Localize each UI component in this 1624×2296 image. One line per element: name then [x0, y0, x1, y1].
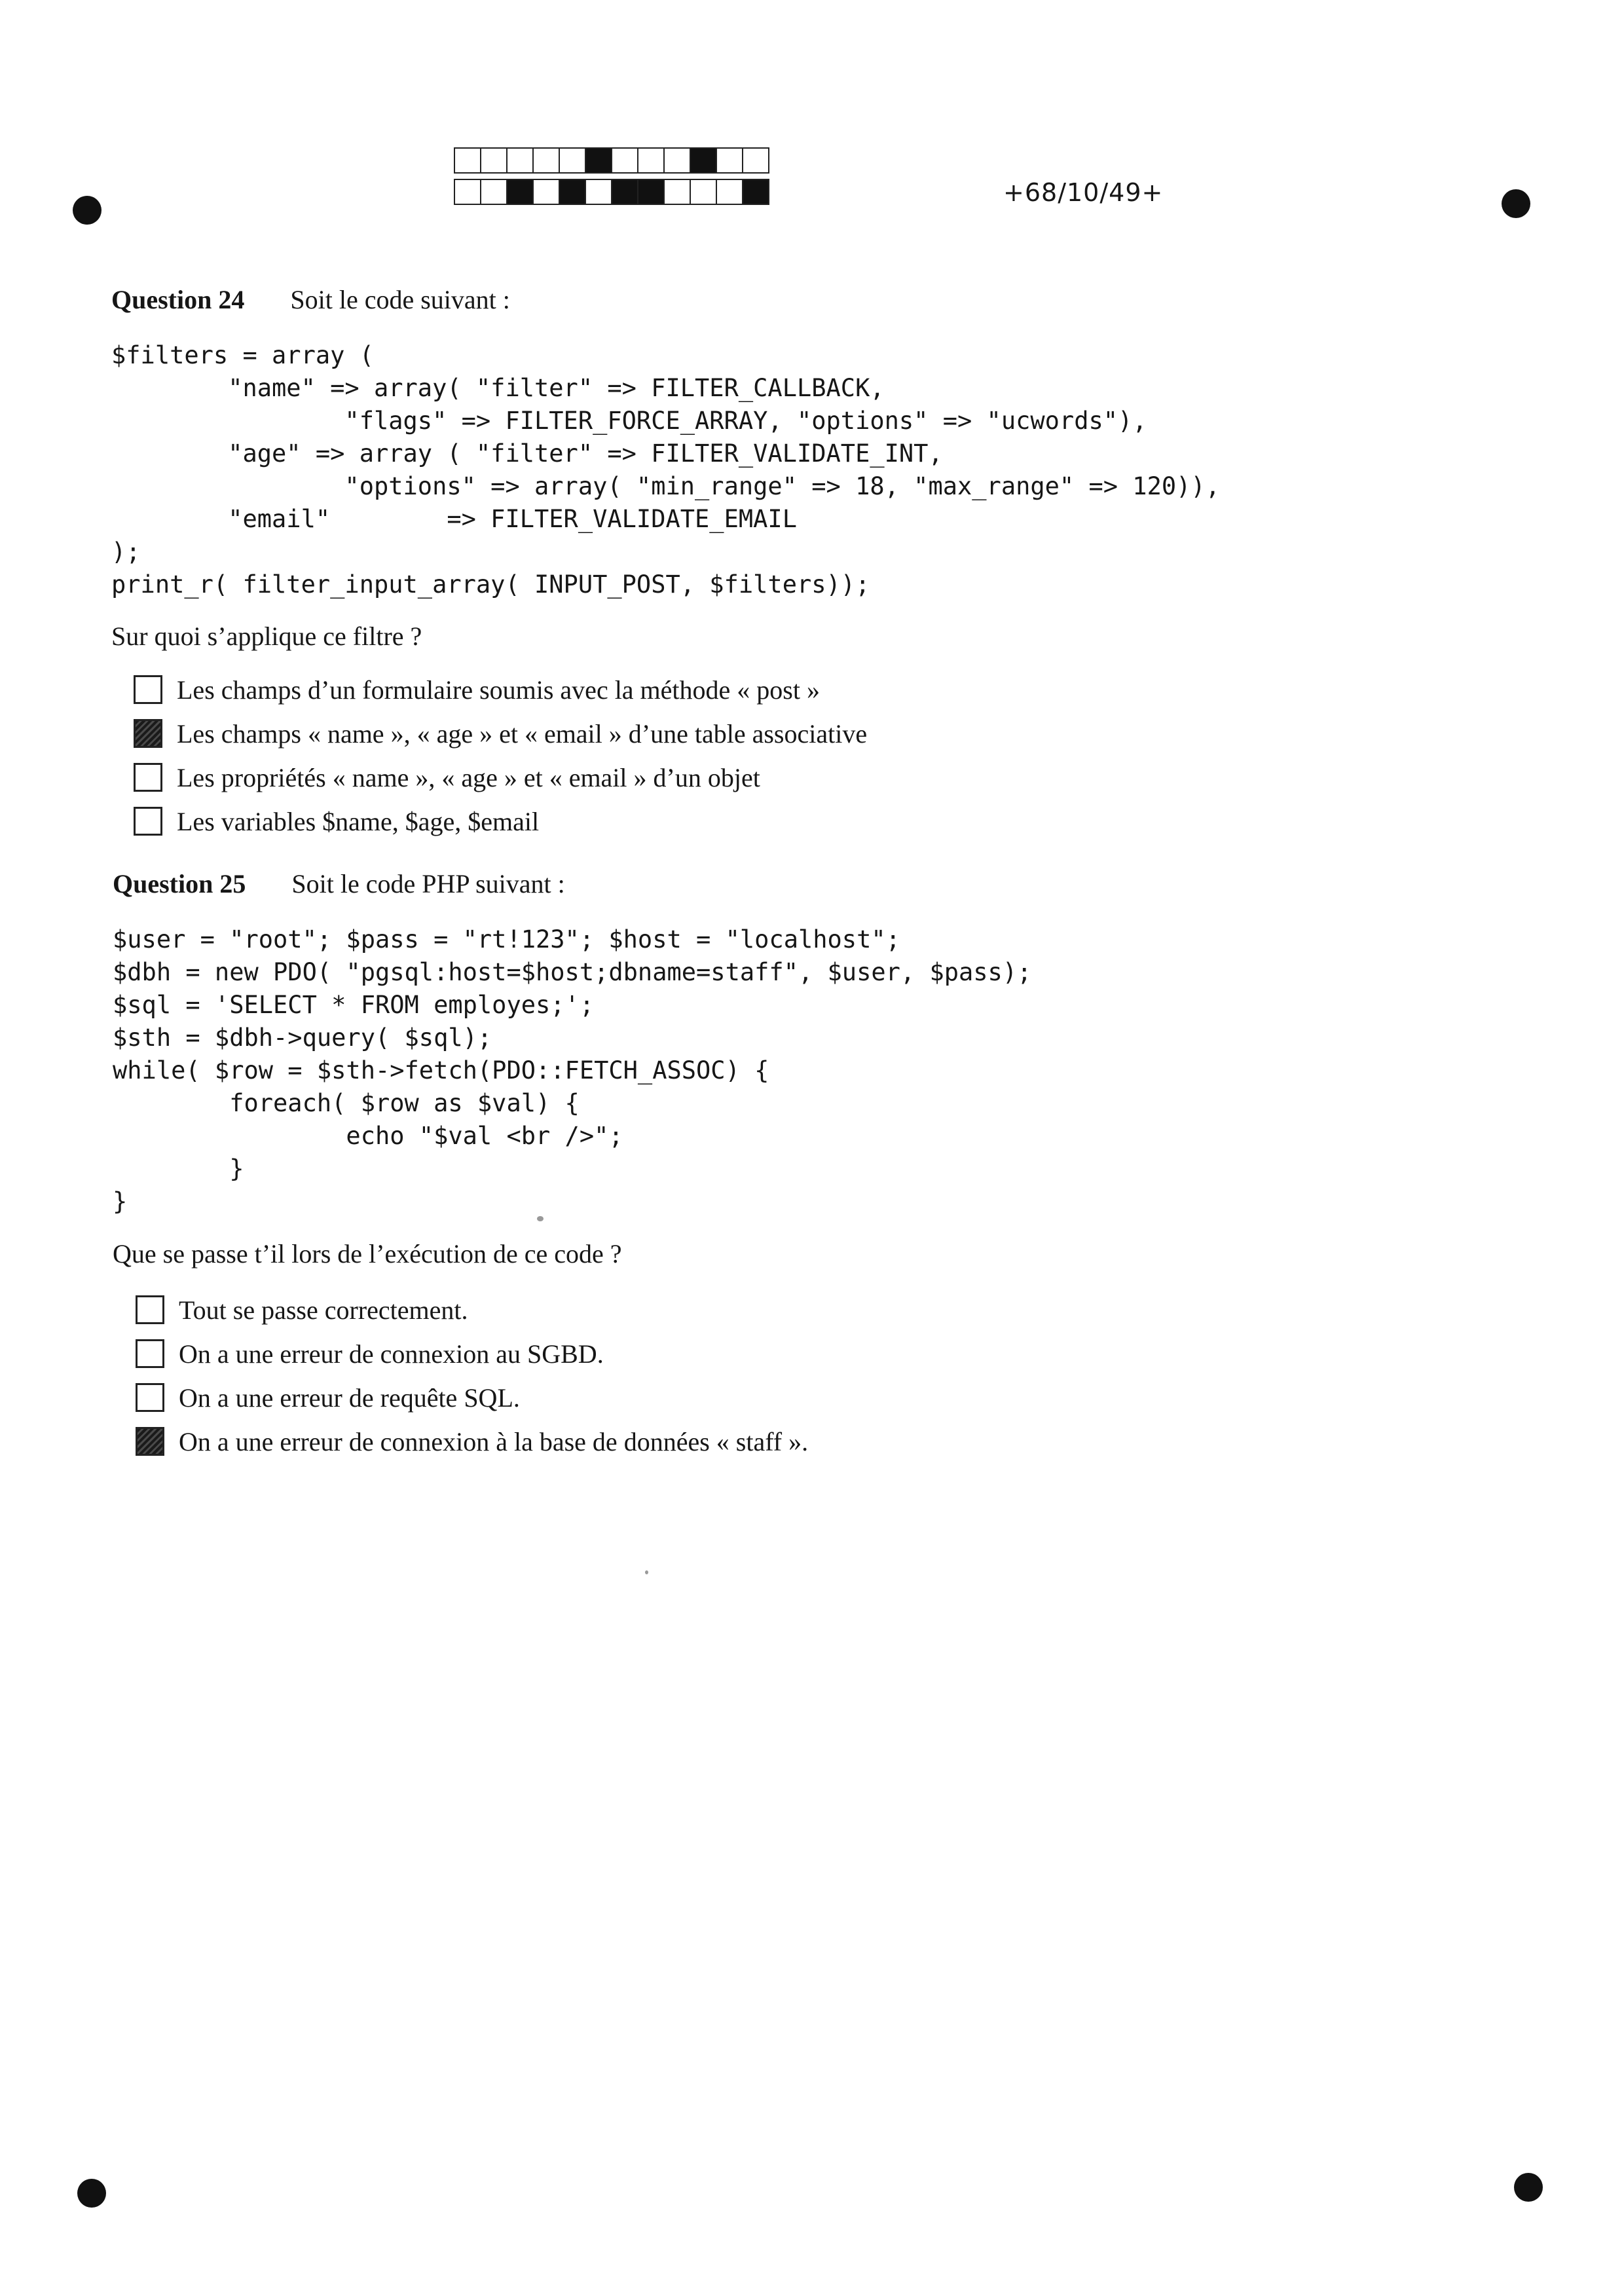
code-cell-empty: [480, 147, 506, 174]
choice-label: Les champs « name », « age » et « email » d’une table associative: [177, 718, 868, 749]
checkbox[interactable]: [136, 1339, 164, 1368]
code-cell-empty: [454, 179, 480, 205]
choice-label: Les variables $name, $age, $email: [177, 806, 540, 836]
code-grid-row: [454, 147, 769, 172]
code-cell-filled: [585, 147, 611, 174]
code-cell-empty: [532, 179, 559, 205]
code-cell-empty: [480, 179, 506, 205]
code-cell-empty: [454, 147, 480, 174]
checkbox[interactable]: [134, 807, 162, 836]
corner-mark-top-left: [73, 196, 101, 225]
q24-choice-2[interactable]: [134, 717, 867, 750]
checkbox[interactable]: [136, 1295, 164, 1324]
checkbox[interactable]: [134, 763, 162, 792]
code-cell-filled: [742, 179, 769, 205]
code-cell-empty: [742, 147, 769, 174]
q24-choice-4[interactable]: [134, 805, 539, 838]
code-cell-empty: [585, 179, 611, 205]
corner-mark-top-right: [1502, 189, 1530, 218]
question-25-header: [113, 868, 565, 899]
question-25-code: $user = "root"; $pass = "rt!123"; $host = "localhost"; $dbh = new PDO( "pgsql:host=$host;dbname=staff", $user, $pass); $sql = 'SELECT * FROM employes;'; $sth = $dbh->query( $sql); while( $row = $sth->fetch(PDO::FETCH_ASSOC) { foreach( $row as $val) { echo "$val <br />"; } }: [113, 925, 1032, 1215]
choice-label: On a une erreur de requête SQL.: [179, 1382, 520, 1413]
corner-mark-bottom-left: [77, 2179, 106, 2208]
corner-mark-bottom-right: [1514, 2173, 1543, 2202]
code-cell-empty: [716, 179, 742, 205]
question-24-header: [111, 284, 510, 315]
q25-choice-4[interactable]: [136, 1425, 808, 1458]
code-cell-filled: [506, 179, 532, 205]
code-grid-row: [454, 179, 769, 204]
question-number: Question 24: [111, 285, 245, 314]
q24-choice-1[interactable]: [134, 673, 820, 706]
code-cell-empty: [663, 179, 690, 205]
code-cell-empty: [663, 147, 690, 174]
code-cell-empty: [690, 179, 716, 205]
code-cell-empty: [532, 147, 559, 174]
code-cell-empty: [611, 147, 637, 174]
scan-speck: [645, 1570, 648, 1574]
code-cell-empty: [506, 147, 532, 174]
page-id: +68/10/49+: [1003, 178, 1164, 207]
checkbox-checked[interactable]: [136, 1427, 164, 1456]
checkbox[interactable]: [136, 1383, 164, 1412]
q25-choice-1[interactable]: [136, 1293, 468, 1326]
checkbox[interactable]: [134, 675, 162, 704]
question-intro: Soit le code PHP suivant :: [291, 869, 565, 898]
code-cell-empty: [716, 147, 742, 174]
q25-choice-2[interactable]: [136, 1337, 604, 1370]
page-binary-code: [454, 147, 769, 210]
question-intro: Soit le code suivant :: [290, 285, 510, 314]
code-cell-filled: [559, 179, 585, 205]
choice-label: Les champs d’un formulaire soumis avec la méthode « post »: [177, 675, 820, 705]
question-24-prompt: Sur quoi s’applique ce filtre ?: [111, 621, 422, 651]
scan-speck: [537, 1216, 544, 1221]
choice-label: On a une erreur de connexion au SGBD.: [179, 1339, 604, 1369]
question-number: Question 25: [113, 869, 246, 898]
code-cell-empty: [559, 147, 585, 174]
choice-label: Tout se passe correctement.: [179, 1295, 468, 1325]
choice-label: Les propriétés « name », « age » et « email » d’un objet: [177, 762, 760, 792]
code-cell-empty: [637, 147, 663, 174]
question-24-code: $filters = array ( "name" => array( "filter" => FILTER_CALLBACK, "flags" => FILTER_FORCE_ARRAY, "options" => "ucwords"), "age" => array ( "filter" => FILTER_VALIDATE_INT, "options" => array( "min_range" => 18, "max_range" => 120)), "email" => FILTER_VALIDATE_EMAIL ); print_r( filter_input_array( INPUT_POST, $filters));: [111, 341, 1220, 599]
code-cell-filled: [611, 179, 637, 205]
question-25-prompt: Que se passe t’il lors de l’exécution de ce code ?: [113, 1239, 622, 1268]
choice-label: On a une erreur de connexion à la base de données « staff ».: [179, 1426, 809, 1456]
checkbox-checked[interactable]: [134, 719, 162, 748]
code-cell-filled: [690, 147, 716, 174]
code-cell-filled: [637, 179, 663, 205]
q24-choice-3[interactable]: [134, 761, 760, 794]
q25-choice-3[interactable]: [136, 1381, 520, 1414]
